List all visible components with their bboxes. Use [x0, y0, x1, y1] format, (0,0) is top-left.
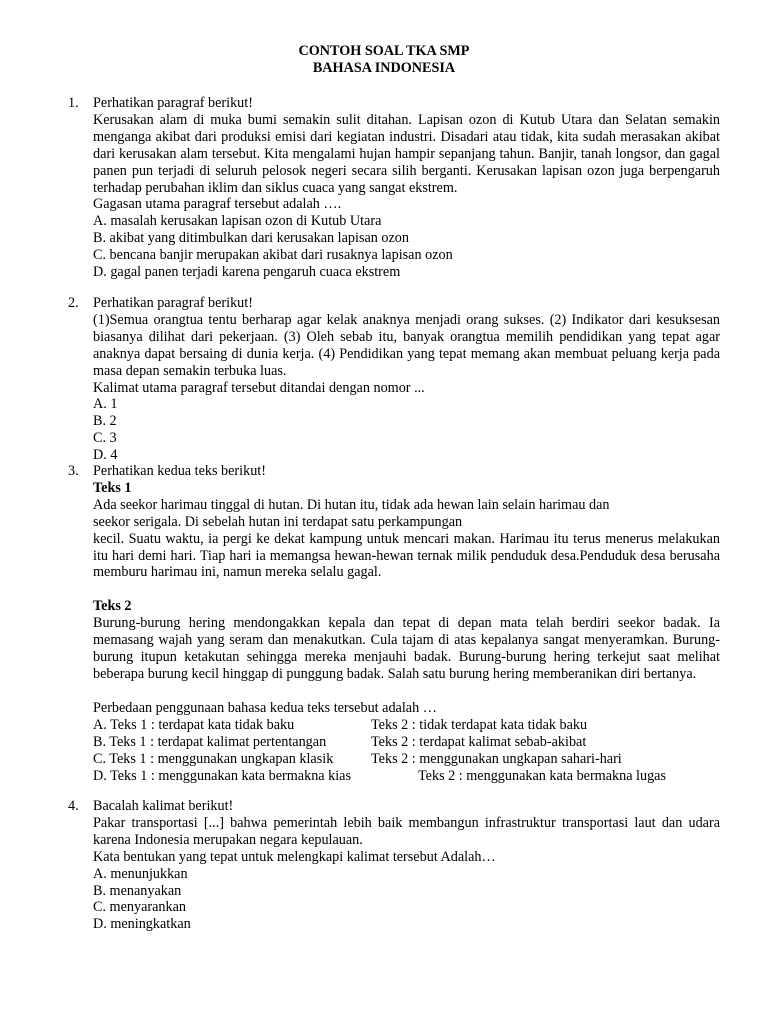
question-4 — [68, 798, 720, 933]
question-stem: Kata bentukan yang tepat untuk melengkapi kalimat tersebut Adalah… — [93, 848, 496, 865]
option-b: B. akibat yang ditimbulkan dari kerusakan lapisan ozon — [93, 230, 409, 247]
title-line-2: BAHASA INDONESIA — [312, 60, 456, 76]
option-c-teks-2: Teks 2 : menggunakan ungkapan sahari-hari — [371, 750, 622, 767]
question-passage: (1)Semua orangtua tentu berharap agar kelak anaknya menjadi orang sukses. (2) Indikator dari kesuksesan biasanya dilihat dari pekerjaan. (3) Oleh sebab itu, banyak orangtua memilih pendidikan yang tepat agar anaknya dapat bersaing di dunia kerja. (4) Pendidikan yang tepat memang akan membuat peluang kerja pada masa depan semakin terbuka luas. — [93, 311, 720, 379]
question-stem: Perbedaan penggunaan bahasa kedua teks tersebut adalah … — [93, 699, 437, 716]
question-2 — [68, 295, 720, 464]
title-line-1: CONTOH SOAL TKA SMP — [298, 43, 470, 59]
question-number: 1. — [68, 95, 79, 111]
option-a — [93, 717, 720, 734]
option-a-teks-2: Teks 2 : tidak terdapat kata tidak baku — [371, 716, 588, 733]
teks-2-title: Teks 2 — [93, 598, 132, 615]
question-passage: Kerusakan alam di muka bumi semakin sulit ditahan. Lapisan ozon di Kutub Utara dan Selatan semakin menganga akibat dari produksi emisi dari kegiatan industri. Disadari atau tidak, kita sudah merasakan akibat dari kerusakan alam tersebut. Kita mengalami hujan hampir sepanjang tahun. Banjir, tanah longsor, dan gagal panen pun terjadi di seluruh pelosok negeri secara silih berganti. Kerusakan lapisan ozon juga berpengaruh terhadap perubahan iklim dan siklus cuaca yang sangat ekstrem. — [93, 111, 720, 196]
option-c: C. bencana banjir merupakan akibat dari rusaknya lapisan ozon — [93, 247, 453, 264]
question-stem: Kalimat utama paragraf tersebut ditandai dengan nomor ... — [93, 379, 425, 396]
teks-1-line-1: Ada seekor harimau tinggal di hutan. Di hutan itu, tidak ada hewan lain selain harimau dan — [93, 496, 610, 513]
teks-2-body: Burung-burung hering mendongakkan kepala dan tepat di depan mata telah berdiri seekor badak. Ia memasang wajah yang seram dan menakutkan. Cula tajam di atas kepalanya sangat menyeramkan. Burung-burung itupun ketakutan sehingga mereka menjauhi badak. Burung-burung hering terkejut saat melihat beberapa burung kecil hinggap di punggung badak. Salah satu burung hering memberanikan diri bertanya. — [93, 615, 720, 682]
teks-1-body: kecil. Suatu waktu, ia pergi ke dekat kampung untuk mencari makan. Harimau itu terus menerus melakukan itu hari demi hari. Tiap hari ia memangsa hewan-hewan ternak milik penduduk desa.Penduduk desa berusaha memburu harimau ini, namun mereka selalu gagal. — [93, 530, 720, 581]
option-d: D. 4 — [93, 447, 118, 464]
option-d-teks-1: D. Teks 1 : menggunakan kata bermakna kias — [93, 767, 351, 784]
option-d: D. gagal panen terjadi karena pengaruh cuaca ekstrem — [93, 264, 401, 281]
option-d-teks-2: Teks 2 : menggunakan kata bermakna lugas — [418, 767, 666, 784]
option-d — [93, 768, 720, 785]
option-b-teks-1: B. Teks 1 : terdapat kalimat pertentangan — [93, 733, 327, 750]
question-passage: Pakar transportasi [...] bahwa pemerintah lebih baik membangun infrastruktur transportasi laut dan udara karena Indonesia merupakan negara kepulauan. — [93, 814, 720, 848]
question-prompt: Bacalah kalimat berikut! — [93, 798, 234, 814]
option-b — [93, 734, 720, 751]
option-a: A. menunjukkan — [93, 865, 188, 882]
option-c — [93, 751, 720, 768]
option-c: C. 3 — [93, 430, 117, 447]
question-prompt: Perhatikan paragraf berikut! — [93, 295, 253, 311]
teks-1-line-2: seekor serigala. Di sebelah hutan ini terdapat satu perkampungan — [93, 513, 463, 530]
question-3 — [68, 463, 720, 785]
option-b-teks-2: Teks 2 : terdapat kalimat sebab-akibat — [371, 733, 587, 750]
question-prompt: Perhatikan kedua teks berikut! — [93, 463, 266, 479]
teks-1-title: Teks 1 — [93, 479, 132, 496]
question-number: 2. — [68, 295, 79, 311]
option-c-teks-1: C. Teks 1 : menggunakan ungkapan klasik — [93, 750, 334, 767]
option-c: C. menyarankan — [93, 899, 186, 916]
question-number: 4. — [68, 798, 79, 814]
document-title — [0, 43, 768, 77]
option-d: D. meningkatkan — [93, 916, 191, 933]
question-prompt: Perhatikan paragraf berikut! — [93, 95, 253, 111]
option-a: A. 1 — [93, 396, 118, 413]
option-b: B. 2 — [93, 413, 117, 430]
question-1 — [68, 95, 720, 281]
question-stem: Gagasan utama paragraf tersebut adalah …. — [93, 196, 342, 213]
option-a: A. masalah kerusakan lapisan ozon di Kutub Utara — [93, 213, 382, 230]
question-number: 3. — [68, 463, 79, 479]
option-b: B. menanyakan — [93, 882, 182, 899]
option-a-teks-1: A. Teks 1 : terdapat kata tidak baku — [93, 716, 295, 733]
